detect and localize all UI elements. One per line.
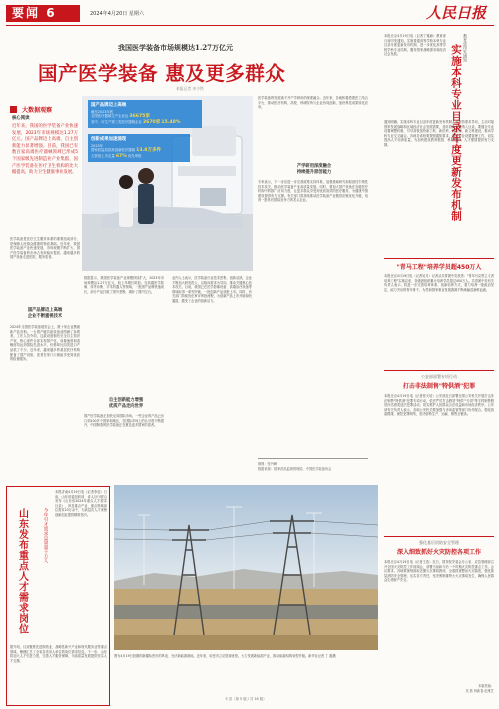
infobox-brands-line-text: 其中，可生产第三类医疗器械企业	[91, 120, 142, 125]
section-tag	[6, 5, 80, 22]
section-divider	[384, 370, 494, 371]
feature-kicker: 我国医学装备市场规模达1.27万亿元	[118, 43, 234, 52]
infobox-brands-line-text: 全国医疗器械生产企业达	[91, 114, 129, 119]
infobox-brands-title: 国产品牌迈上高端	[91, 103, 127, 108]
infobox-innovation-line-text: 优先审批	[127, 154, 142, 159]
energy-base-photo-art	[114, 485, 378, 650]
right-story-1-headline[interactable]: 实施本科专业目录年度更新发布机制	[450, 44, 462, 222]
right-story-1-body: 通知明确，实施本科专业目录年度更新发布机制，要坚持需求导向，主动对接国家发展战略和区域经济社会发展需要，及时将新专业纳入目录。要健全专业设置调整机制，引导高校加快新工科、新医科、新农科、新文科建设，推动学科专业交叉融合。各地各高校要按照通知要求，做好专业设置管理工作，切实提高人才培养质量，为加快建设教育强国、科技强国、人才强国提供有力支撑。	[384, 120, 494, 147]
right-story-3-body: 本报北京4月19日电（记者张天培）公安部近日部署全国公安机关开展打击非法制售"特供酒"犯罪专项行动，依法严厉打击假冒"特供""专供"等字样制售假冒伪劣酒类违法犯罪活动，切实维护人民群众合法权益和市场经济秩序。公安部有关负责人表示，各地公安机关要加强与市场监管等部门协作配合，强化线索摸排，深挖犯罪网络，坚决斩断生产、运输、销售全链条。	[384, 394, 494, 417]
bottom-left-headline[interactable]: 山东发布重点人才需求岗位	[16, 508, 28, 634]
core-reading-text: 近年来，我国的医学装备产业快速发展，2023年市场规模达1.27万亿元。国产品牌迈上高端，自主创新能力显著增强。目前，我国已有数百家高端医疗器械领域已形成5个国家级先进制造业产业集群，国产医学装备在医疗卫生机构的比大幅提高，助力卫生健康事业发展。	[12, 124, 78, 176]
right-story-3-headline[interactable]: 打击非法制售"特供酒"犯罪	[402, 383, 476, 390]
issue-date: 2024年4月20日 星期六	[90, 11, 144, 17]
feature-column-a: 医学装备是医疗卫生服务体系的重要组成部分，是保障人民群众健康的物质基础。近年来，我国医学装备产业快速发展，市场规模不断扩大，国产医学装备的市场占有率稳步提高，越来越多的国产设备走进医院，服务患者。	[10, 237, 80, 260]
feature-byline: 本报记者 申少铁	[176, 86, 204, 91]
right-story-2-body: 本报北京4月19日电（记者吴月）记者从共青团中央获悉："青年马克思主义者培养工程"实施以来，各级团组织累计培养学员超过450万人。共青团中央有关负责人表示，将进一步完善培养体系，创新培养方式，着力培养一批政治坚定、能力突出的青年骨干，为党和国家事业发展源源不断地输送新鲜血液。	[384, 274, 494, 292]
bottom-left-body: 本报济南4月19日电（记者李蕊）日前，山东省委组织部、省人社厅联合发布《山东省2024年重点人才需求目录》，涉及重点产业、重点领域岗位需求10万余个，为高层次人才来鲁创新创业提供精准指引。	[55, 490, 107, 517]
feature-column-b2: 国产医学装备正加快走向国际市场。一些企业的产品已出口到100多个国家和地区，在国际市场上的认可度不断提升，中国制造的医学装备正在惠及更多国家的患者。	[84, 414, 164, 428]
infobox-innovation-line-text: 国家药监局批准创新医疗器械	[91, 148, 136, 153]
right-story-4-headline[interactable]: 深入细致抓好火灾防控各项工作	[396, 549, 481, 556]
right-story-1-kicker: 教育部印发通知	[463, 34, 468, 62]
infobox-innovation	[88, 134, 190, 162]
bottom-left-body-continued: 据介绍，目录聚焦先进制造业、战略性新兴产业和现代服务业等重点领域，梳理汇总了全省各类用人单位的岗位需求信息。下一步，山东将加大人才引进力度，完善人才服务保障，为高质量发展提供坚实人才支撑。	[10, 645, 107, 663]
infobox-innovation-number: 67%	[115, 154, 127, 160]
energy-base-photo[interactable]	[114, 485, 378, 650]
feature-column-a2: 2024年全国医学装备展览会上，数十家企业携最新产品亮相。一台国产磁共振设备前围满了参观者。工作人员介绍，这款设备拥有完全自主知识产权，核心部件全部实现国产化，成像速度和清晰度均达到国际先进水平，价格却比同类进口产品低了不少。近年来，越来越多的基层医疗机构配备了国产设备，患者在家门口就能享受到优质的检查服务。	[10, 325, 80, 362]
infobox-brands-number: 15.48%	[161, 120, 181, 126]
data-observation-tag	[10, 99, 78, 114]
infobox-innovation-line: 2023年	[91, 143, 104, 148]
feature-column-b: 数据显示，我国医学装备产业规模持续扩大，2023年市场规模达1.27万亿元，较上年增长明显。在高端医学影像、体外诊断、手术机器人等领域，一批国产品牌快速成长，部分产品打破了国外垄断，填补了国内空白。	[84, 276, 164, 294]
bottom-left-subheadline: 今年引才需求总量超十万人	[43, 508, 48, 564]
right-story-3-kicker: 公安部部署专项行动	[421, 374, 457, 379]
infobox-brands	[88, 100, 202, 128]
feature-column-c: 业内人士表示，医学装备行业技术密集、创新活跃，企业不断加大研发投入，以临床需求为导向，推动关键核心技术攻关。目前，我国已在医学影像设备、高端治疗设备等领域取得一系列突破，一批创新产品获批上市。同时，有关部门持续优化审评审批流程，为创新产品上市开辟绿色通道，激发了企业的创新活力。	[172, 276, 252, 303]
infobox-brands-line: 截至2023年底	[91, 109, 114, 114]
hero-photo[interactable]	[82, 96, 253, 271]
red-square-icon	[10, 106, 17, 113]
section-divider	[384, 258, 494, 259]
feature-subhead-1: 国产品牌迈上高端 企业不断重视技术	[27, 308, 63, 319]
infobox-innovation-number: 13.8万多件	[136, 148, 162, 154]
right-story-1-lead: 本报北京4月19日电（记者丁雅诵）教育部日前印发通知，实施普通高等学校本科专业目录年度更新发布机制，进一步优化高等学校学科专业结构，服务国家战略需求和经济社会发展。	[384, 34, 446, 57]
feature-column-d2: 专家表示，下一步应进一步完善政策支持体系，加强基础研究和原创性引领性技术攻关，推动医学装备产业高质量发展。同时，要加大国产设备在各级医疗机构中的推广应用力度，让更多群众享受到优质高效的医疗服务，为健康中国建设提供有力支撑。有关部门将持续推动医学装备产业链供应链优化升级，培育一批具有国际竞争力的龙头企业。	[258, 180, 368, 203]
page-editors: 本版责编： 吴 燕 杨新春 赵维艺	[465, 684, 494, 693]
photo-caption: 图为4月19日拍摄的新疆哈密市的风电、光伏新能源基地。近年来，哈密市立足资源优势，大力发展新能源产业，推动能源结构转型升级。新华社记者 丁 磊摄	[114, 654, 336, 658]
page-number: 6	[46, 6, 57, 20]
infobox-innovation-line	[91, 154, 187, 160]
infobox-brands-number: 2670家	[142, 120, 161, 126]
right-story-2-headline[interactable]: "青马工程"培养学员超450万人	[396, 264, 482, 271]
data-tag-label: 大数据观察	[22, 107, 53, 114]
feature-subhead-3: 产学研用深度融合 持续提升原创能力	[296, 164, 332, 175]
page-footer: 5 页（第 5 版 / 共 16 版）	[225, 697, 267, 701]
section-divider	[384, 536, 494, 537]
newspaper-logo: 人民日报	[426, 4, 487, 22]
infobox-brands-number: 36675家	[129, 114, 150, 120]
section-name: 要闻	[12, 6, 41, 20]
right-story-4-kicker: 强化基层消防安全管理	[419, 540, 459, 545]
core-reading-label: 核心阅读	[12, 116, 30, 121]
right-story-4-body: 本报北京4月19日电（记者王浩）近日，国务院安委会办公室、应急管理部召开全国火灾防控工作视频会，部署当前和今后一个时期火灾防控重点工作。会议要求，各地要深刻汲取近期火灾事故教训，全面排查整治火灾隐患，强化基层消防安全管理，压实各方责任，坚决遏制重特大火灾事故发生，确保人民群众生命财产安全。	[384, 560, 494, 583]
infobox-innovation-title: 创新成果加速涌现	[91, 137, 127, 142]
infobox-brands-line	[91, 120, 199, 126]
feature-subhead-2: 自主创新能力增强 优质产品走向世界	[108, 398, 144, 409]
feature-headline[interactable]: 国产医学装备 惠及更多群众	[38, 62, 286, 85]
feature-credit: 制图：张丹峰 数据来源：国家药品监督管理局、中国医学装备协会	[258, 458, 368, 471]
feature-column-d: 医学装备的发展离不开产学研用的深度融合。近年来，各地积极搭建医工结合平台，推动医疗机构、高校、科研院所与企业协同创新，加快科技成果转化应用。	[258, 96, 368, 110]
infobox-innovation-line-text: 占获批上市总量	[91, 154, 115, 159]
masthead-rule	[6, 25, 494, 26]
